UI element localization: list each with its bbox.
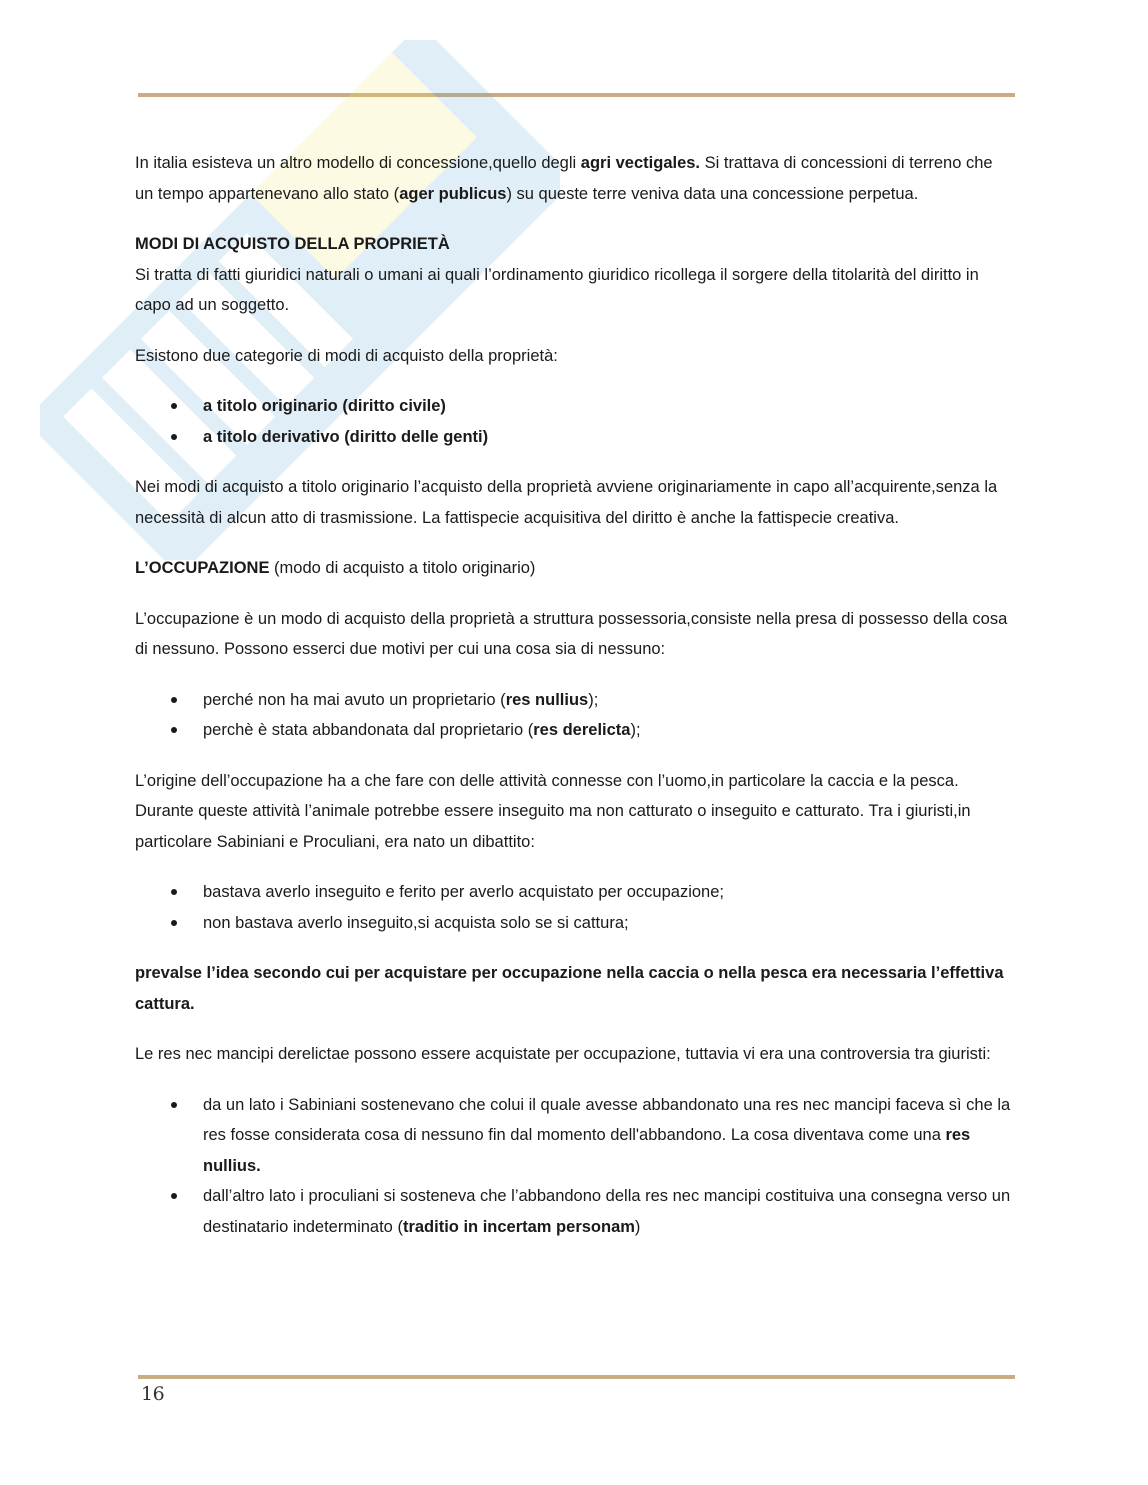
list-item: perché non ha mai avuto un proprietario (res nullius);: [135, 685, 1015, 716]
list-dibattito: [135, 877, 1015, 938]
list-item: da un lato i Sabiniani sostenevano che colui il quale avesse abbandonato una res nec mancipi faceva sì che la res fosse considerata cosa di nessuno fin dal momento dell'abbandono. La cosa diventava come una res nullius.: [135, 1090, 1015, 1182]
paragraph-res-nec-mancipi: Le res nec mancipi derelictae possono essere acquistate per occupazione, tuttavia vi era una controversia tra giuristi:: [135, 1045, 991, 1063]
list-controversia: [135, 1090, 1015, 1243]
list-item: a titolo originario (diritto civile): [135, 391, 1015, 422]
paragraph-occupazione-definizione: L’occupazione è un modo di acquisto della proprietà a struttura possessoria,consiste nella presa di possesso della cosa di nessuno. Possono esserci due motivi per cui una cosa sia di nessuno:: [135, 609, 1008, 658]
paragraph-fatti-giuridici: Si tratta di fatti giuridici naturali o umani ai quali l’ordinamento giuridico ricollega il sorgere della titolarità del diritto in capo ad un soggetto.: [135, 265, 979, 314]
list-motivi: [135, 685, 1015, 746]
list-item: a titolo derivativo (diritto delle genti): [135, 422, 1015, 453]
heading-modi-di-acquisto: MODI DI ACQUISTO DELLA PROPRIETÀ: [135, 235, 450, 253]
list-item: bastava averlo inseguito e ferito per averlo acquistato per occupazione;: [135, 877, 1015, 908]
document-body: [135, 148, 1015, 1242]
list-item: dall’altro lato i proculiani si sosteneva che l’abbandono della res nec mancipi costituiva una consegna verso un destinatario indeterminato (traditio in incertam personam): [135, 1181, 1015, 1242]
top-rule: [138, 93, 1015, 97]
page-number: 16: [141, 1383, 165, 1405]
heading-occupazione: L’OCCUPAZIONE (modo di acquisto a titolo originario): [135, 559, 536, 577]
paragraph-agri-vectigales: In italia esisteva un altro modello di concessione,quello degli agri vectigales. Si trattava di concessioni di terreno che un tempo appartenevano allo stato (ager publicus) su queste terre veniva data una concessione perpetua.: [135, 154, 993, 203]
list-item: perchè è stata abbandonata dal proprietario (res derelicta);: [135, 715, 1015, 746]
list-categorie: [135, 391, 1015, 452]
paragraph-origine-occupazione: L’origine dell’occupazione ha a che fare con delle attività connesse con l’uomo,in particolare la caccia e la pesca. Durante queste attività l’animale potrebbe essere inseguito ma non catturato o inseguito e catturato. Tra i giuristi,in particolare Sabiniani e Proculiani, era nato un dibattito:: [135, 771, 971, 851]
paragraph-categorie: Esistono due categorie di modi di acquisto della proprietà:: [135, 346, 558, 365]
bottom-rule: [138, 1375, 1015, 1379]
paragraph-titolo-originario: Nei modi di acquisto a titolo originario l’acquisto della proprietà avviene originariamente in capo all’acquirente,senza la necessità di alcun atto di trasmissione. La fattispecie acquisitiva del diritto è anche la fattispecie creativa.: [135, 478, 998, 527]
paragraph-prevalse: prevalse l’idea secondo cui per acquistare per occupazione nella caccia o nella pesca era necessaria l’effettiva cattura.: [135, 964, 1004, 1013]
list-item: non bastava averlo inseguito,si acquista solo se si cattura;: [135, 908, 1015, 939]
